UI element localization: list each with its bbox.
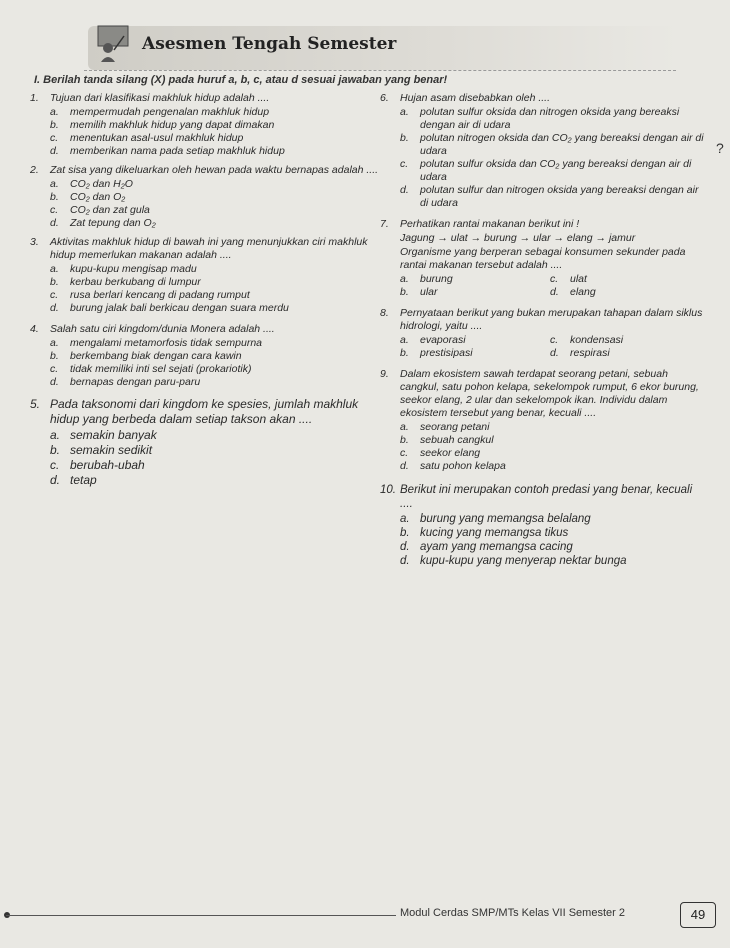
option-label: a. (400, 421, 409, 433)
answer-option (50, 178, 383, 191)
option-text: polutan sulfur dan nitrogen oksida yang bereaksi dengan air di udara (420, 184, 699, 209)
option-text: burung jalak bali berkicau dengan suara merdu (70, 302, 289, 314)
answer-option (50, 204, 383, 217)
answer-option (400, 434, 708, 447)
option-label: b. (400, 286, 409, 298)
answer-option (400, 526, 708, 540)
option-label: b. (400, 434, 409, 446)
option-label: d. (50, 376, 59, 388)
option-label: a. (400, 273, 409, 285)
answer-options-grid (400, 273, 708, 299)
question-2 (28, 164, 383, 230)
question-6 (378, 92, 708, 210)
answer-option (400, 273, 550, 286)
option-text: kerbau berkubang di lumpur (70, 276, 201, 288)
answer-option (400, 512, 708, 526)
answer-option (550, 286, 700, 299)
option-text: polutan sulfur oksida dan nitrogen oksida yang bereaksi dengan air di udara (420, 106, 680, 131)
answer-option (400, 334, 550, 347)
option-label: b. (50, 443, 61, 457)
option-text: satu pohon kelapa (420, 460, 506, 472)
option-label: d. (400, 460, 409, 472)
right-column (378, 92, 708, 571)
option-text: CO₂ dan O₂ (70, 191, 126, 203)
header-divider (84, 70, 676, 71)
option-text: seorang petani (420, 421, 490, 433)
option-label: c. (50, 132, 59, 144)
edge-mark: ? (716, 140, 724, 156)
answer-option (400, 554, 708, 568)
answer-option (50, 217, 383, 230)
question-number: 5. (30, 397, 41, 411)
answer-options-grid (400, 334, 708, 360)
option-label: c. (50, 204, 59, 216)
option-label: b. (50, 119, 59, 131)
answer-option (50, 473, 383, 488)
answer-option (50, 289, 383, 302)
answer-option (400, 540, 708, 554)
question-number: 2. (30, 164, 39, 176)
question-10 (378, 483, 708, 568)
option-label: d. (550, 347, 559, 359)
option-text: prestisipasi (420, 347, 473, 359)
question-1 (28, 92, 383, 158)
option-text: CO₂ dan zat gula (70, 204, 150, 216)
option-text: semakin sedikit (70, 443, 153, 457)
question-number: 4. (30, 323, 39, 335)
option-text: ular (420, 286, 438, 298)
option-text: polutan sulfur oksida dan CO₂ yang bereaksi dengan air di udara (420, 158, 692, 183)
option-label: a. (50, 263, 59, 275)
option-label: d. (400, 184, 409, 196)
question-number: 3. (30, 236, 39, 248)
answer-option (400, 132, 708, 158)
option-label: a. (50, 106, 59, 118)
option-label: a. (400, 334, 409, 346)
option-text: CO₂ dan H₂O (70, 178, 133, 190)
option-label: b. (50, 350, 59, 362)
answer-option (550, 334, 700, 347)
option-label: c. (50, 458, 60, 472)
option-label: a. (50, 178, 59, 190)
answer-option (50, 363, 383, 376)
footer-text: Modul Cerdas SMP/MTs Kelas VII Semester 2 (400, 907, 625, 919)
question-number: 7. (380, 218, 389, 230)
left-column (28, 92, 383, 491)
option-label: a. (50, 337, 59, 349)
page-title: Asesmen Tengah Semester (142, 34, 397, 54)
option-text: kondensasi (570, 334, 624, 346)
option-text: sebuah cangkul (420, 434, 494, 446)
answer-option (400, 158, 708, 184)
question-stem: Aktivitas makhluk hidup di bawah ini yang menunjukkan ciri makhluk hidup memerlukan makanan adalah .... (50, 236, 368, 261)
answer-option (400, 447, 708, 460)
question-stem: Hujan asam disebabkan oleh .... (400, 92, 551, 104)
answer-option (400, 106, 708, 132)
question-4 (28, 323, 383, 389)
answer-option (550, 347, 700, 360)
option-label: b. (50, 191, 59, 203)
option-label: c. (50, 363, 59, 375)
question-number: 1. (30, 92, 39, 104)
option-text: kucing yang memangsa tikus (420, 527, 569, 539)
option-text: respirasi (570, 347, 610, 359)
page-number: 49 (680, 902, 716, 928)
option-text: burung yang memangsa belalang (420, 513, 591, 525)
option-label: b. (400, 132, 409, 144)
option-label: d. (50, 473, 61, 487)
answer-option (400, 184, 708, 210)
option-text: mengalami metamorfosis tidak sempurna (70, 337, 262, 349)
option-label: d. (50, 217, 59, 229)
option-text: tidak memiliki inti sel sejati (prokariotik) (70, 363, 252, 375)
header (88, 20, 678, 72)
question-5 (28, 397, 383, 488)
option-text: kupu-kupu mengisap madu (70, 263, 197, 275)
option-label: b. (400, 347, 409, 359)
question-stem: Berikut ini merupakan contoh predasi yang benar, kecuali .... (400, 484, 693, 510)
teacher-icon (96, 22, 130, 62)
option-label: d. (550, 286, 559, 298)
answer-option (50, 376, 383, 389)
answer-option (50, 263, 383, 276)
option-text: polutan nitrogen oksida dan CO₂ yang bereaksi dengan air di udara (420, 132, 704, 157)
option-text: menentukan asal-usul makhluk hidup (70, 132, 244, 144)
answer-option (50, 119, 383, 132)
question-stem: Dalam ekosistem sawah terdapat seorang petani, sebuah cangkul, satu pohon kelapa, sekelompok rumput, 6 ekor burung, seekor elang, 2 ular dan sekelompok ikan. Individu dalam ekosistem tersebut yang benar, kecuali .... (400, 368, 699, 419)
option-label: a. (400, 513, 410, 525)
option-text: rusa berlari kencang di padang rumput (70, 289, 250, 301)
option-text: berkembang biak dengan cara kawin (70, 350, 242, 362)
question-stem: Perhatikan rantai makanan berikut ini ! (400, 218, 580, 230)
answer-option (50, 458, 383, 473)
instruction: I. Berilah tanda silang (X) pada huruf a, b, c, atau d sesuai jawaban yang benar! (34, 74, 448, 86)
answer-option (50, 106, 383, 119)
answer-option (400, 286, 550, 299)
option-text: berubah-ubah (70, 458, 145, 472)
question-number: 6. (380, 92, 389, 104)
option-text: seekor elang (420, 447, 481, 459)
option-text: bernapas dengan paru-paru (70, 376, 201, 388)
answer-option (400, 347, 550, 360)
question-stem: Pernyataan berikut yang bukan merupakan tahapan dalam siklus hidrologi, yaitu .... (400, 307, 703, 332)
question-number: 9. (380, 368, 389, 380)
answer-option (550, 273, 700, 286)
option-label: c. (550, 273, 559, 285)
option-text: kupu-kupu yang menyerap nektar bunga (420, 555, 627, 567)
option-label: b. (400, 527, 410, 539)
option-label: c. (550, 334, 559, 346)
question-8 (378, 307, 708, 360)
option-text: tetap (70, 473, 97, 487)
option-text: Zat tepung dan O₂ (70, 217, 156, 229)
option-text: ayam yang memangsa cacing (420, 541, 573, 553)
option-text: elang (570, 286, 596, 298)
answer-option (50, 191, 383, 204)
question-stem-2: Organisme yang berperan sebagai konsumen sekunder pada rantai makanan tersebut adalah .... (400, 246, 686, 271)
option-label: b. (50, 276, 59, 288)
question-stem: Tujuan dari klasifikasi makhluk hidup adalah .... (50, 92, 270, 104)
option-text: memberikan nama pada setiap makhluk hidup (70, 145, 285, 157)
answer-option (400, 460, 708, 473)
question-3 (28, 236, 383, 315)
option-text: ulat (570, 273, 587, 285)
option-label: d. (50, 145, 59, 157)
option-label: c. (400, 447, 409, 459)
answer-option (50, 443, 383, 458)
answer-option (50, 428, 383, 443)
answer-option (50, 337, 383, 350)
option-text: memilih makhluk hidup yang dapat dimakan (70, 119, 275, 131)
option-text: semakin banyak (70, 428, 157, 442)
answer-option (50, 276, 383, 289)
option-label: d. (50, 302, 59, 314)
question-7 (378, 218, 708, 299)
answer-option (50, 302, 383, 315)
question-stem: Salah satu ciri kingdom/dunia Monera adalah .... (50, 323, 275, 335)
option-text: mempermudah pengenalan makhluk hidup (70, 106, 270, 118)
answer-option (50, 145, 383, 158)
option-label: a. (50, 428, 61, 442)
option-label: d. (400, 541, 410, 553)
question-stem: Pada taksonomi dari kingdom ke spesies, jumlah makhluk hidup yang berbeda dalam setiap takson akan .... (50, 397, 359, 426)
question-number: 8. (380, 307, 389, 319)
answer-option (50, 350, 383, 363)
option-text: evaporasi (420, 334, 466, 346)
question-stem: Zat sisa yang dikeluarkan oleh hewan pada waktu bernapas adalah .... (50, 164, 379, 176)
option-label: c. (400, 158, 409, 170)
option-label: d. (400, 555, 410, 567)
option-label: a. (400, 106, 409, 118)
question-number: 10. (380, 484, 396, 496)
answer-option (400, 421, 708, 434)
question-9 (378, 368, 708, 473)
answer-option (50, 132, 383, 145)
footer-line (6, 915, 396, 916)
option-label: c. (50, 289, 59, 301)
food-chain: Jagung → ulat → burung → ular → elang → jamur (400, 232, 636, 244)
option-text: burung (420, 273, 453, 285)
